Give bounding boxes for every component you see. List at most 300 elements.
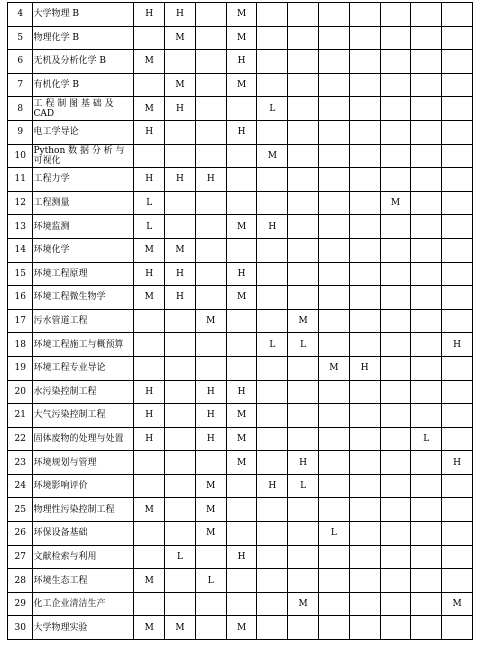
requirement-cell [411,215,442,239]
requirement-cell [319,50,350,74]
requirement-cell [442,309,473,333]
requirement-cell: H [195,380,226,404]
requirement-cell: H [134,262,165,286]
requirement-cell [134,522,165,546]
row-number: 22 [8,427,33,451]
requirement-cell [257,73,288,97]
requirement-cell [442,26,473,50]
row-number: 8 [8,97,33,121]
requirement-cell: H [195,404,226,428]
requirement-cell [319,474,350,498]
requirement-cell [349,333,380,357]
requirement-cell [288,50,319,74]
requirement-cell: H [226,120,257,144]
requirement-cell [442,97,473,121]
requirement-cell: H [134,168,165,192]
requirement-cell: L [288,333,319,357]
requirement-cell [195,451,226,475]
course-name: 环境监测 [33,215,134,239]
course-name: 大学物理 B [33,3,134,27]
requirement-cell: H [165,97,196,121]
requirement-cell: M [226,616,257,640]
requirement-cell [380,545,411,569]
requirement-cell [226,522,257,546]
requirement-cell [380,309,411,333]
requirement-cell: M [380,191,411,215]
course-name: Python 数 据 分 析 与 可视化 [33,144,134,168]
course-requirement-matrix [7,2,473,640]
table-row [8,333,473,357]
requirement-cell [195,191,226,215]
requirement-cell [380,380,411,404]
requirement-cell [257,380,288,404]
requirement-cell [288,120,319,144]
requirement-cell [411,474,442,498]
requirement-cell [165,569,196,593]
requirement-cell [380,262,411,286]
requirement-cell [442,498,473,522]
requirement-cell: M [195,309,226,333]
requirement-cell [257,498,288,522]
requirement-cell [226,238,257,262]
requirement-cell [134,144,165,168]
row-number: 26 [8,522,33,546]
table-row [8,120,473,144]
requirement-cell [288,380,319,404]
row-number: 25 [8,498,33,522]
requirement-cell [319,616,350,640]
requirement-cell [411,616,442,640]
requirement-cell [288,427,319,451]
requirement-cell [165,144,196,168]
requirement-cell [257,168,288,192]
requirement-cell [165,50,196,74]
requirement-cell [349,238,380,262]
requirement-cell [195,262,226,286]
row-number: 6 [8,50,33,74]
requirement-cell [380,616,411,640]
requirement-cell [195,50,226,74]
requirement-cell [380,451,411,475]
course-name: 工 程 制 图 基 础 及 CAD [33,97,134,121]
requirement-cell [165,333,196,357]
requirement-cell [165,522,196,546]
requirement-cell [380,26,411,50]
table-row [8,144,473,168]
requirement-cell [380,73,411,97]
table-row [8,309,473,333]
requirement-cell: M [195,522,226,546]
requirement-cell [257,238,288,262]
requirement-cell [226,474,257,498]
requirement-cell [288,404,319,428]
requirement-cell [349,168,380,192]
requirement-cell: H [134,380,165,404]
row-number: 16 [8,286,33,310]
requirement-cell [349,569,380,593]
requirement-cell [349,380,380,404]
row-number: 24 [8,474,33,498]
requirement-cell [165,215,196,239]
requirement-cell: H [226,545,257,569]
requirement-cell [257,309,288,333]
table-row [8,356,473,380]
requirement-cell [349,3,380,27]
requirement-cell [380,404,411,428]
requirement-cell [349,191,380,215]
course-name: 电工学导论 [33,120,134,144]
requirement-cell [165,498,196,522]
table-row [8,50,473,74]
requirement-cell [319,3,350,27]
requirement-cell [226,498,257,522]
requirement-cell [288,616,319,640]
requirement-cell: M [195,474,226,498]
requirement-cell [411,191,442,215]
requirement-cell: H [165,3,196,27]
row-number: 30 [8,616,33,640]
requirement-cell [257,50,288,74]
table-row [8,191,473,215]
requirement-cell: H [226,50,257,74]
requirement-cell [380,522,411,546]
requirement-cell [411,286,442,310]
requirement-cell [319,404,350,428]
table-row [8,451,473,475]
requirement-cell [319,144,350,168]
requirement-cell [165,120,196,144]
requirement-cell [257,569,288,593]
requirement-cell [380,356,411,380]
row-number: 17 [8,309,33,333]
row-number: 10 [8,144,33,168]
requirement-cell [165,592,196,616]
row-number: 21 [8,404,33,428]
course-name: 化工企业清洁生产 [33,592,134,616]
requirement-cell: L [195,569,226,593]
requirement-cell: M [319,356,350,380]
requirement-cell: L [288,474,319,498]
requirement-cell [257,404,288,428]
requirement-cell [257,26,288,50]
requirement-cell [195,238,226,262]
row-number: 7 [8,73,33,97]
row-number: 13 [8,215,33,239]
requirement-cell: M [134,97,165,121]
requirement-cell [380,286,411,310]
requirement-cell [380,97,411,121]
requirement-cell [349,73,380,97]
requirement-cell [442,404,473,428]
table-row [8,545,473,569]
requirement-cell [288,569,319,593]
row-number: 23 [8,451,33,475]
requirement-cell [411,50,442,74]
course-name: 环境工程专业导论 [33,356,134,380]
requirement-cell [134,451,165,475]
table-row [8,616,473,640]
requirement-cell: M [134,238,165,262]
requirement-cell [226,356,257,380]
requirement-cell [411,73,442,97]
requirement-cell [226,592,257,616]
requirement-cell: M [226,427,257,451]
requirement-cell [442,191,473,215]
requirement-cell [319,238,350,262]
table-row [8,97,473,121]
requirement-cell [195,73,226,97]
requirement-cell: M [226,26,257,50]
requirement-cell [165,356,196,380]
course-name: 环境工程施工与概预算 [33,333,134,357]
row-number: 28 [8,569,33,593]
row-number: 14 [8,238,33,262]
requirement-cell [257,451,288,475]
requirement-cell: M [165,616,196,640]
requirement-cell [411,120,442,144]
requirement-cell: L [411,427,442,451]
requirement-cell [165,309,196,333]
table-row [8,592,473,616]
requirement-cell [349,309,380,333]
requirement-cell [165,380,196,404]
requirement-cell [411,569,442,593]
row-number: 27 [8,545,33,569]
requirement-cell [257,545,288,569]
requirement-cell: L [319,522,350,546]
requirement-cell [349,427,380,451]
requirement-cell [257,356,288,380]
requirement-cell: M [288,309,319,333]
requirement-cell [442,427,473,451]
course-name: 固体废物的处理与处置 [33,427,134,451]
requirement-cell [319,427,350,451]
requirement-cell [226,97,257,121]
table-row [8,73,473,97]
requirement-cell [134,592,165,616]
course-name: 环境工程原理 [33,262,134,286]
row-number: 4 [8,3,33,27]
requirement-cell [349,616,380,640]
requirement-cell [349,215,380,239]
requirement-cell [442,215,473,239]
table-row [8,522,473,546]
requirement-cell [380,120,411,144]
requirement-cell [411,97,442,121]
requirement-cell: H [288,451,319,475]
requirement-cell [380,427,411,451]
requirement-cell [380,498,411,522]
requirement-cell [442,144,473,168]
requirement-cell [165,191,196,215]
requirement-cell [349,26,380,50]
requirement-cell [288,26,319,50]
requirement-cell [442,238,473,262]
requirement-cell [411,26,442,50]
row-number: 12 [8,191,33,215]
requirement-cell [442,474,473,498]
requirement-cell [380,215,411,239]
table-row [8,404,473,428]
requirement-cell [411,404,442,428]
course-name: 环境影响评价 [33,474,134,498]
requirement-cell [195,616,226,640]
requirement-cell: M [165,238,196,262]
requirement-cell [288,545,319,569]
requirement-cell [195,545,226,569]
requirement-cell [195,144,226,168]
requirement-cell: L [257,97,288,121]
requirement-cell [288,97,319,121]
requirement-cell: H [165,262,196,286]
requirement-cell: H [134,404,165,428]
requirement-cell [411,498,442,522]
requirement-cell [257,3,288,27]
requirement-cell [349,120,380,144]
requirement-cell: H [165,168,196,192]
requirement-cell [257,286,288,310]
requirement-cell [226,333,257,357]
course-name: 物理性污染控制工程 [33,498,134,522]
requirement-cell [226,569,257,593]
requirement-cell [319,191,350,215]
requirement-cell: H [257,215,288,239]
requirement-cell [411,333,442,357]
requirement-cell: M [257,144,288,168]
row-number: 20 [8,380,33,404]
requirement-cell: M [226,286,257,310]
requirement-cell [349,474,380,498]
row-number: 11 [8,168,33,192]
requirement-cell [442,3,473,27]
course-name: 水污染控制工程 [33,380,134,404]
requirement-cell [134,333,165,357]
requirement-cell [349,404,380,428]
requirement-cell [380,569,411,593]
requirement-cell: H [442,451,473,475]
requirement-cell [319,569,350,593]
requirement-cell [195,97,226,121]
requirement-cell [165,404,196,428]
table-row [8,380,473,404]
requirement-cell [411,262,442,286]
requirement-cell [195,26,226,50]
requirement-cell [288,286,319,310]
requirement-cell [349,498,380,522]
requirement-cell [195,592,226,616]
requirement-cell [442,286,473,310]
requirement-cell [288,356,319,380]
table-row [8,498,473,522]
requirement-cell [442,522,473,546]
requirement-cell [442,616,473,640]
requirement-cell [349,50,380,74]
row-number: 15 [8,262,33,286]
requirement-cell: H [349,356,380,380]
requirement-cell [134,73,165,97]
table-row [8,474,473,498]
row-number: 19 [8,356,33,380]
requirement-cell [226,309,257,333]
requirement-cell [165,474,196,498]
requirement-cell [226,144,257,168]
requirement-cell [288,168,319,192]
requirement-cell: H [226,262,257,286]
requirement-cell: L [257,333,288,357]
course-name: 工程力学 [33,168,134,192]
requirement-cell [257,262,288,286]
requirement-cell [257,120,288,144]
requirement-cell [195,3,226,27]
requirement-cell [319,451,350,475]
requirement-cell [134,26,165,50]
table-row [8,286,473,310]
course-name: 大学物理实验 [33,616,134,640]
requirement-cell [349,262,380,286]
requirement-cell [380,168,411,192]
requirement-cell [411,144,442,168]
row-number: 9 [8,120,33,144]
requirement-cell [380,3,411,27]
requirement-cell [411,380,442,404]
requirement-cell [195,120,226,144]
requirement-cell [195,333,226,357]
requirement-cell [319,97,350,121]
course-name: 有机化学 B [33,73,134,97]
requirement-cell [349,592,380,616]
requirement-cell [165,451,196,475]
requirement-cell [411,545,442,569]
requirement-cell [319,498,350,522]
requirement-cell [319,26,350,50]
requirement-cell: M [134,50,165,74]
requirement-cell [319,545,350,569]
requirement-cell [257,592,288,616]
course-name: 无机及分析化学 B [33,50,134,74]
requirement-cell [442,120,473,144]
requirement-cell [319,215,350,239]
requirement-cell: M [134,286,165,310]
requirement-cell [165,427,196,451]
course-name: 环境化学 [33,238,134,262]
requirement-cell: H [257,474,288,498]
requirement-cell [349,286,380,310]
requirement-cell [411,451,442,475]
table-row [8,569,473,593]
requirement-cell [411,238,442,262]
requirement-cell [134,309,165,333]
matrix-body [8,3,473,640]
requirement-cell [380,333,411,357]
table-row [8,3,473,27]
requirement-cell [319,333,350,357]
requirement-cell [195,286,226,310]
requirement-cell [288,498,319,522]
requirement-cell [257,191,288,215]
requirement-cell: H [195,427,226,451]
requirement-cell [257,522,288,546]
course-name: 环境规划与管理 [33,451,134,475]
requirement-cell [288,262,319,286]
requirement-cell [349,451,380,475]
requirement-cell [380,50,411,74]
requirement-cell [411,3,442,27]
requirement-cell [134,545,165,569]
requirement-cell [319,309,350,333]
requirement-cell: M [226,73,257,97]
course-name: 环保设备基础 [33,522,134,546]
requirement-cell [257,616,288,640]
